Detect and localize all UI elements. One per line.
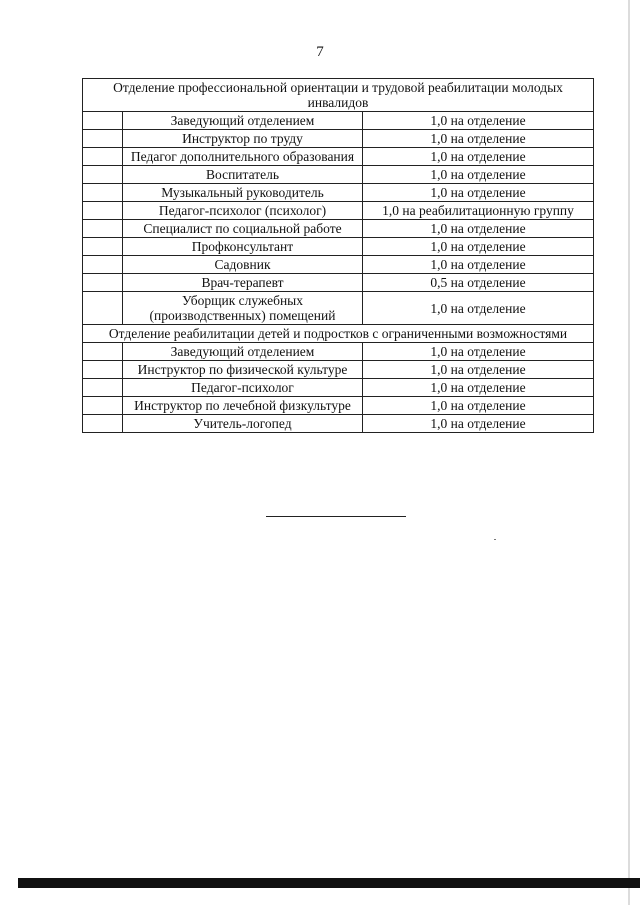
blank-cell <box>83 112 123 130</box>
table-row <box>83 148 594 166</box>
table-row <box>83 292 594 325</box>
section-title: Отделение профессиональной ориентации и трудовой реабилитации молодых инвалидов <box>83 79 594 112</box>
rate-cell: 1,0 на отделение <box>363 256 594 274</box>
table-row <box>83 166 594 184</box>
position-cell: Педагог дополнительного образования <box>123 148 363 166</box>
rate-cell: 0,5 на отделение <box>363 274 594 292</box>
section-title: Отделение реабилитации детей и подростков с ограниченными возможностями <box>83 325 594 343</box>
blank-cell <box>83 361 123 379</box>
table-row <box>83 415 594 433</box>
position-cell: Врач-терапевт <box>123 274 363 292</box>
blank-cell <box>83 184 123 202</box>
blank-cell <box>83 256 123 274</box>
rate-cell: 1,0 на отделение <box>363 238 594 256</box>
scan-border-bar <box>18 878 640 888</box>
position-cell: Музыкальный руководитель <box>123 184 363 202</box>
blank-cell <box>83 379 123 397</box>
position-cell: Воспитатель <box>123 166 363 184</box>
scan-speck <box>494 539 496 540</box>
rate-cell: 1,0 на отделение <box>363 343 594 361</box>
rate-cell: 1,0 на отделение <box>363 112 594 130</box>
table-row <box>83 343 594 361</box>
table-row <box>83 130 594 148</box>
rate-cell: 1,0 на отделение <box>363 220 594 238</box>
closing-rule <box>266 516 406 517</box>
scan-edge <box>628 0 630 905</box>
blank-cell <box>83 202 123 220</box>
position-cell: Инструктор по труду <box>123 130 363 148</box>
section-header-row <box>83 325 594 343</box>
table-row <box>83 112 594 130</box>
rate-cell: 1,0 на реабилитационную группу <box>363 202 594 220</box>
rate-cell: 1,0 на отделение <box>363 166 594 184</box>
table-row <box>83 220 594 238</box>
position-cell: Садовник <box>123 256 363 274</box>
position-cell: Заведующий отделением <box>123 343 363 361</box>
blank-cell <box>83 415 123 433</box>
position-cell: Специалист по социальной работе <box>123 220 363 238</box>
rate-cell: 1,0 на отделение <box>363 397 594 415</box>
blank-cell <box>83 397 123 415</box>
position-cell: Педагог-психолог (психолог) <box>123 202 363 220</box>
page-number: 7 <box>316 44 324 60</box>
table-row <box>83 274 594 292</box>
rate-cell: 1,0 на отделение <box>363 148 594 166</box>
blank-cell <box>83 238 123 256</box>
table-row <box>83 361 594 379</box>
position-cell: Педагог-психолог <box>123 379 363 397</box>
rate-cell: 1,0 на отделение <box>363 130 594 148</box>
blank-cell <box>83 220 123 238</box>
position-cell: Заведующий отделением <box>123 112 363 130</box>
rate-cell: 1,0 на отделение <box>363 379 594 397</box>
position-cell: Уборщик служебных (производственных) помещений <box>123 292 363 325</box>
position-cell: Учитель-логопед <box>123 415 363 433</box>
table-row <box>83 397 594 415</box>
position-cell: Инструктор по лечебной физкультуре <box>123 397 363 415</box>
table-row <box>83 202 594 220</box>
blank-cell <box>83 148 123 166</box>
position-cell: Профконсультант <box>123 238 363 256</box>
rate-cell: 1,0 на отделение <box>363 361 594 379</box>
table-row <box>83 184 594 202</box>
rate-cell: 1,0 на отделение <box>363 415 594 433</box>
blank-cell <box>83 343 123 361</box>
position-cell: Инструктор по физической культуре <box>123 361 363 379</box>
staffing-table <box>82 78 594 433</box>
blank-cell <box>83 292 123 325</box>
blank-cell <box>83 130 123 148</box>
section-header-row <box>83 79 594 112</box>
blank-cell <box>83 274 123 292</box>
blank-cell <box>83 166 123 184</box>
rate-cell: 1,0 на отделение <box>363 184 594 202</box>
table-row <box>83 256 594 274</box>
table-row <box>83 238 594 256</box>
rate-cell: 1,0 на отделение <box>363 292 594 325</box>
table-row <box>83 379 594 397</box>
